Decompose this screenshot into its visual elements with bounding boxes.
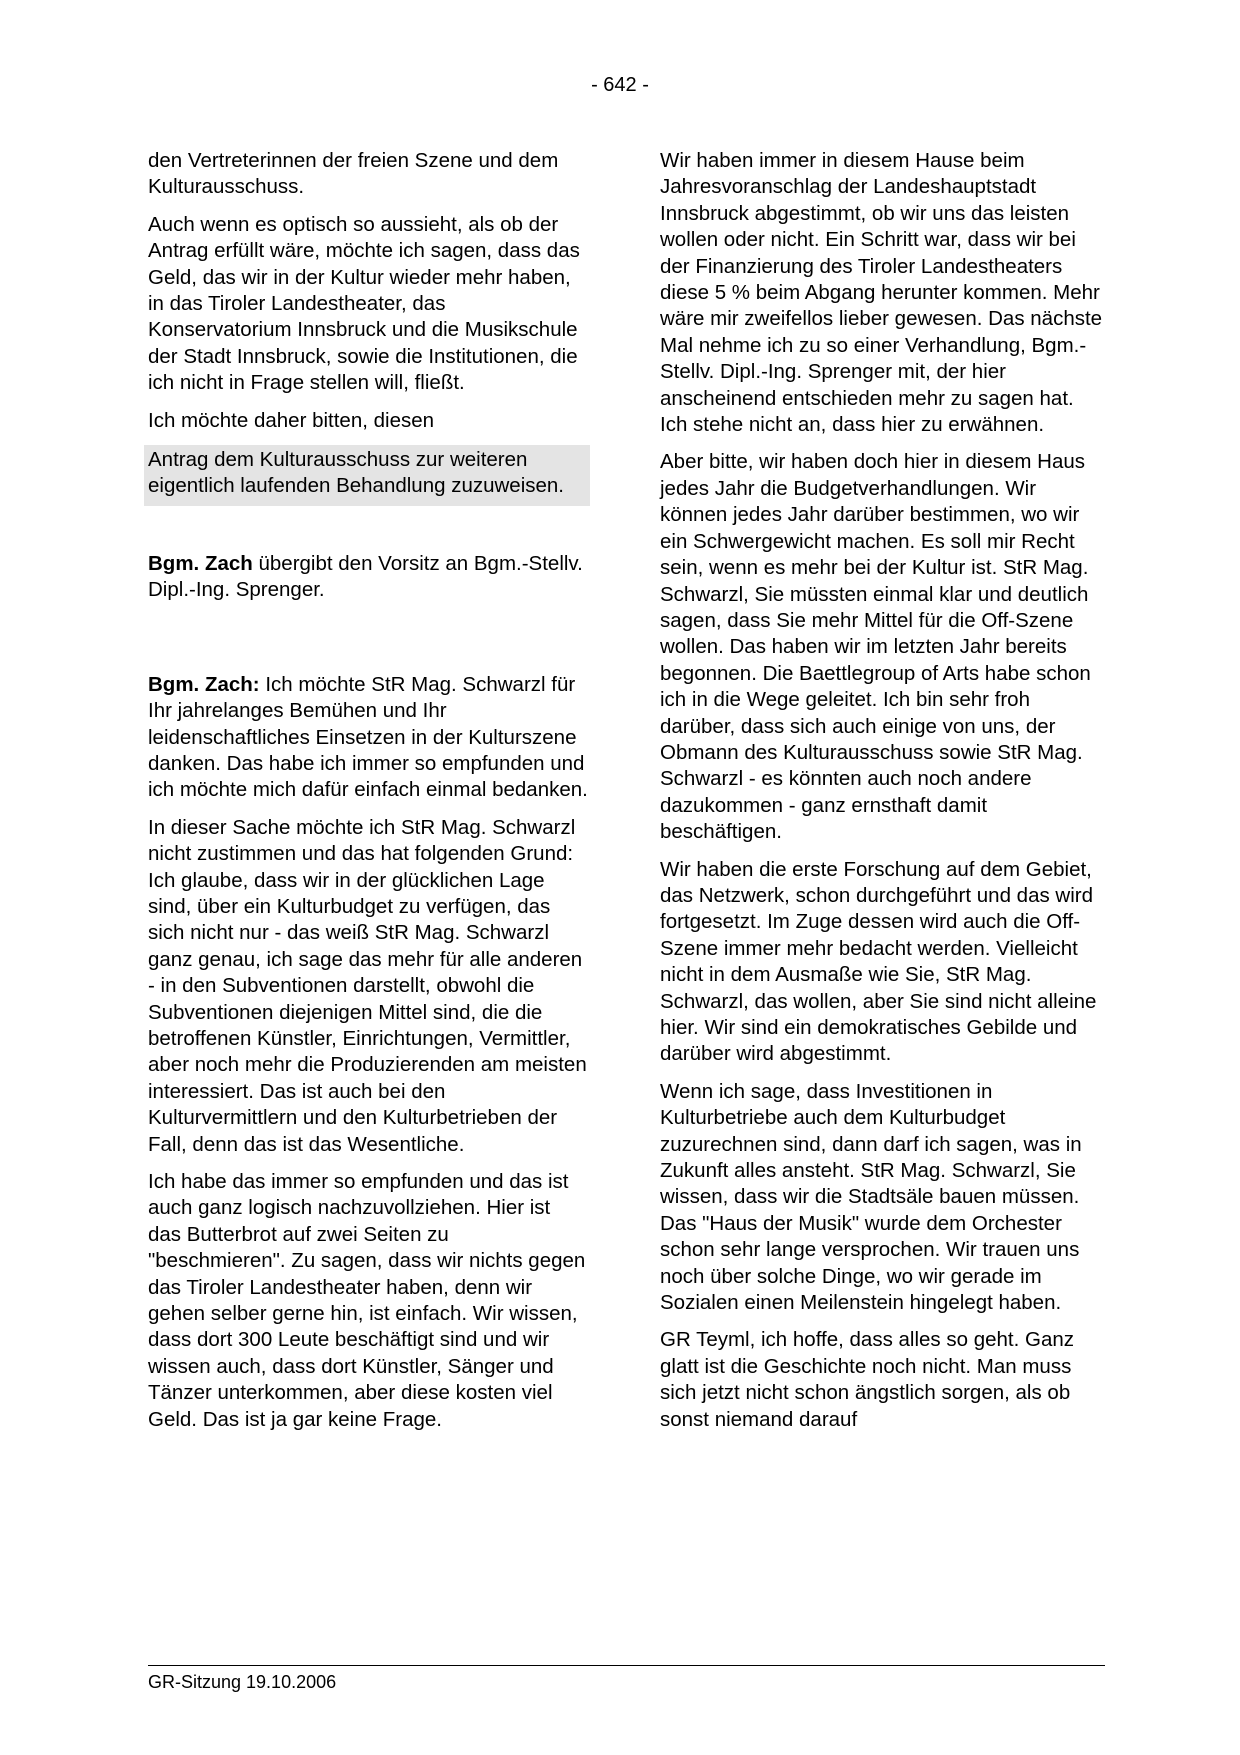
paragraph: In dieser Sache möchte ich StR Mag. Schwarzl nicht zustimmen und das hat folgenden Grund: Ich glaube, dass wir in der glücklichen Lage sind, über ein Kulturbudget zu verfügen, das sich nicht nur - das weiß StR Mag. Schwarzl ganz genau, ich sage das mehr für alle anderen - in den Subventionen darstellt, obwohl die Subventionen diejenigen Mittel sind, die die betroffenen Künstler, Einrichtungen, Vermittler, aber noch mehr die Produzierenden am meisten interessiert. Das ist auch bei den Kulturvermittlern und den Kulturbetrieben der Fall, denn das ist das Wesentliche. [148,815,587,1156]
footer-divider [148,1665,1105,1666]
paragraph: GR Teyml, ich hoffe, dass alles so geht. Ganz glatt ist die Geschichte noch nicht. Man muss sich jetzt nicht schon ängstlich sorgen, als ob sonst niemand darauf [660,1328,1075,1431]
paragraph: Auch wenn es optisch so aussieht, als ob der Antrag erfüllt wäre, möchte ich sagen, dass das Geld, das wir in der Kultur wieder mehr haben, in das Tiroler Landestheater, das Konservatorium Innsbruck und die Musikschule der Stadt Innsbruck, sowie die Institutionen, die ich nicht in Frage stellen will, fließt. [148,212,580,395]
speaker-name: Bgm. Zach [148,551,253,575]
speaker-name: Bgm. Zach: [148,672,260,696]
left-column [148,148,588,1444]
paragraph: Wenn ich sage, dass Investitionen in Kulturbetriebe auch dem Kulturbudget zuzurechnen sind, dann darf ich sagen, was in Zukunft alles ansteht. StR Mag. Schwarzl, Sie wissen, dass wir die Stadtsäle bauen müssen. Das "Haus der Musik" wurde dem Orchester schon sehr lange versprochen. Wir trauen uns noch über solche Dinge, wo wir gerade im Sozialen einen Meilenstein hingelegt haben. [660,1079,1082,1315]
paragraph: Ich möchte daher bitten, diesen [148,408,435,432]
paragraph: Wir haben immer in diesem Hause beim Jahresvoranschlag der Landeshauptstadt Innsbruck abgestimmt, ob wir uns das leisten wollen oder nicht. Ein Schritt war, dass wir bei der Finanzierung des Tiroler Landestheaters diese 5 % beim Abgang herunter kommen. Mehr wäre mir zweifellos lieber gewesen. Das nächste Mal nehme ich zu so einer Verhandlung, Bgm.-Stellv. Dipl.-Ing. Sprenger mit, der hier anscheinend entschieden mehr zu sagen hat. Ich stehe nicht an, dass hier zu erwähnen. [660,149,1103,437]
paragraph [148,672,588,804]
paragraph [148,551,588,604]
page-number: - 642 - [591,74,649,96]
paragraph: Ich habe das immer so empfunden und das ist auch ganz logisch nachzuvollziehen. Hier ist das Butterbrot auf zwei Seiten zu "beschmieren". Zu sagen, dass wir nichts gegen das Tiroler Landestheater haben, denn wir gehen selber gerne hin, ist einfach. Wir wissen, dass dort 300 Leute beschäftigt sind und wir wissen auch, dass dort Künstler, Sänger und Tänzer unterkommen, aber diese kosten viel Geld. Das ist ja gar keine Frage. [148,1170,586,1431]
footer-session-date: GR-Sitzung 19.10.2006 [148,1672,337,1692]
right-column [660,148,1105,1444]
paragraph-text: übergibt den Vorsitz an Bgm.-Stellv. Dipl.-Ing. Sprenger. [148,551,583,602]
paragraph: Wir haben die erste Forschung auf dem Gebiet, das Netzwerk, schon durchgeführt und das wird fortgesetzt. Im Zuge dessen wird auch die Off-Szene immer mehr bedacht werden. Vielleicht nicht in dem Ausmaße wie Sie, StR Mag. Schwarzl, das wollen, aber Sie sind nicht alleine hier. Wir sind ein demokratisches Gebilde und darüber wird abgestimmt. [660,857,1097,1066]
paragraph: den Vertreterinnen der freien Szene und dem Kulturausschuss. [148,149,559,199]
paragraph: Aber bitte, wir haben doch hier in diesem Haus jedes Jahr die Budgetverhandlungen. Wir können jedes Jahr darüber bestimmen, wo wir ein Schwergewicht machen. Es soll mir Recht sein, wenn es mehr bei der Kultur ist. StR Mag. Schwarzl, Sie müssten einmal klar und deutlich sagen, dass Sie mehr Mittel für die Off-Szene wollen. Das haben wir im letzten Jahr bereits begonnen. Die Baettlegroup of Arts habe schon ich in die Wege geleitet. Ich bin sehr froh darüber, dass sich auch einige von uns, der Obmann des Kulturausschuss sowie StR Mag. Schwarzl - es könnten auch noch andere dazukommen - ganz ernsthaft damit beschäftigen. [660,450,1091,844]
paragraph-text: Ich möchte StR Mag. Schwarzl für Ihr jahrelanges Bemühen und Ihr leidenschaftliches Einsetzen in der Kulturszene danken. Das habe ich immer so empfunden und ich möchte mich dafür einfach einmal bedanken. [148,672,588,802]
highlighted-motion: Antrag dem Kulturausschuss zur weiteren eigentlich laufenden Behandlung zuzuweisen. [144,445,590,506]
